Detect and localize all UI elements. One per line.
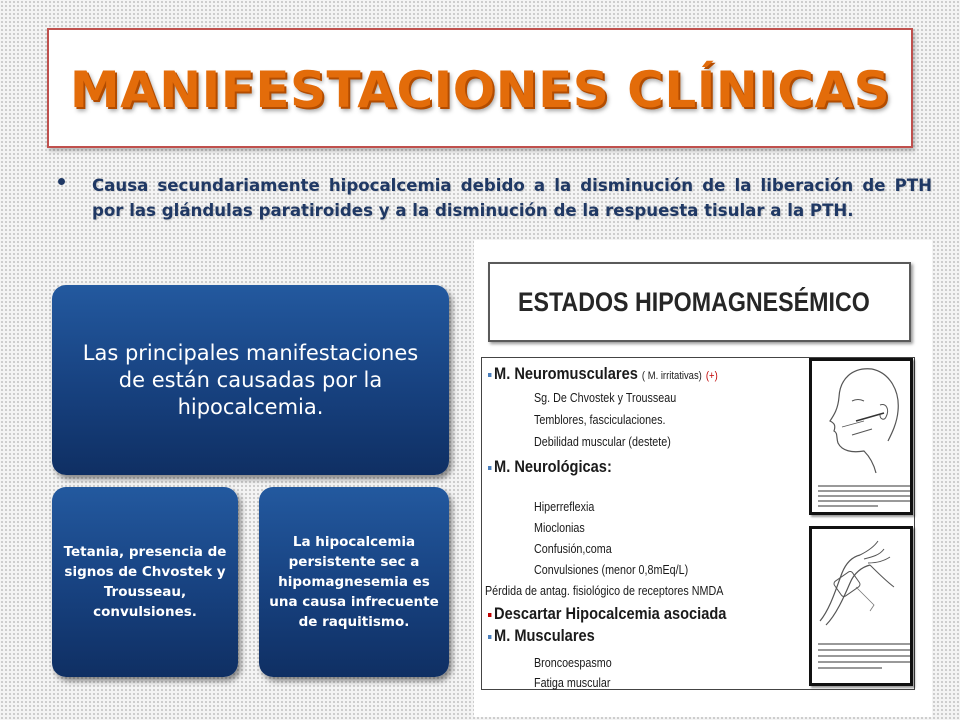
caption-line: [818, 667, 882, 669]
neuromusculares-plus: (+): [705, 370, 718, 382]
neuromusculares-heading: M. Neuromusculares ( M. irritativas) (+): [488, 364, 718, 384]
musculares-heading: M. Musculares: [488, 626, 595, 646]
smartart-box-raquitismo-text: La hipocalcemia persistente sec a hipomagnesemia es una causa infrecuente de raquitismo.: [269, 534, 439, 630]
square-bullet-icon: [488, 373, 491, 377]
caption-line: [818, 490, 910, 492]
caption-line: [818, 655, 910, 657]
caption-line: [818, 649, 910, 651]
smartart-box-raquitismo: [259, 487, 449, 677]
descartar-heading: Descartar Hipocalcemia asociada: [488, 604, 726, 624]
slide-title: MANIFESTACIONES CLÍNICAS: [69, 61, 891, 119]
embedded-figure: [474, 240, 932, 717]
caption-line: [818, 500, 910, 502]
smartart-box-main-text: Las principales manifestaciones de están causadas por la hipocalcemia.: [82, 340, 419, 419]
figure-heading: ESTADOS HIPOMAGNESÉMICO: [518, 286, 870, 317]
list-item: Temblores, fasciculaciones.: [534, 413, 666, 427]
list-item: Broncoespasmo: [534, 656, 612, 670]
title-box: [47, 28, 913, 148]
caption-line: [818, 661, 910, 663]
bullet-text: Causa secundariamente hipocalcemia debido a la disminución de la liberación de PTH por las glándulas paratiroides y a la disminución de la respuesta tisular a la PTH.: [92, 176, 932, 220]
list-item: Pérdida de antag. fisiológico de receptores NMDA: [485, 584, 724, 598]
list-item: Hiperreflexia: [534, 500, 595, 514]
list-item: Mioclonias: [534, 521, 585, 535]
bullet-icon: [58, 178, 65, 185]
caption-line: [818, 485, 910, 487]
square-bullet-icon: [488, 613, 491, 617]
smartart-box-tetania-text: Tetania, presencia de signos de Chvostek y Trousseau, convulsiones.: [63, 544, 227, 620]
caption-line: [818, 505, 878, 507]
trousseau-hand-illustration: [809, 526, 913, 686]
list-item: Debilidad muscular (destete): [534, 435, 671, 449]
square-bullet-icon: [488, 635, 491, 639]
figure-heading-box: [488, 262, 911, 342]
caption-line: [818, 495, 910, 497]
list-item: Fatiga muscular: [534, 676, 611, 690]
list-item: Sg. De Chvostek y Trousseau: [534, 391, 677, 405]
smartart-box-main: [52, 285, 449, 475]
square-bullet-icon: [488, 466, 491, 470]
neuromusculares-note: ( M. irritativas): [641, 370, 702, 382]
caption-line: [818, 643, 910, 645]
face-drawing-icon: [812, 361, 910, 479]
hand-drawing-icon: [812, 529, 910, 639]
neurologicas-heading: M. Neurológicas:: [488, 457, 612, 477]
smartart-box-tetania: [52, 487, 238, 677]
list-item: Confusión,coma: [534, 542, 612, 556]
chvostek-face-illustration: [809, 358, 913, 515]
list-item: Convulsiones (menor 0,8mEq/L): [534, 563, 689, 577]
